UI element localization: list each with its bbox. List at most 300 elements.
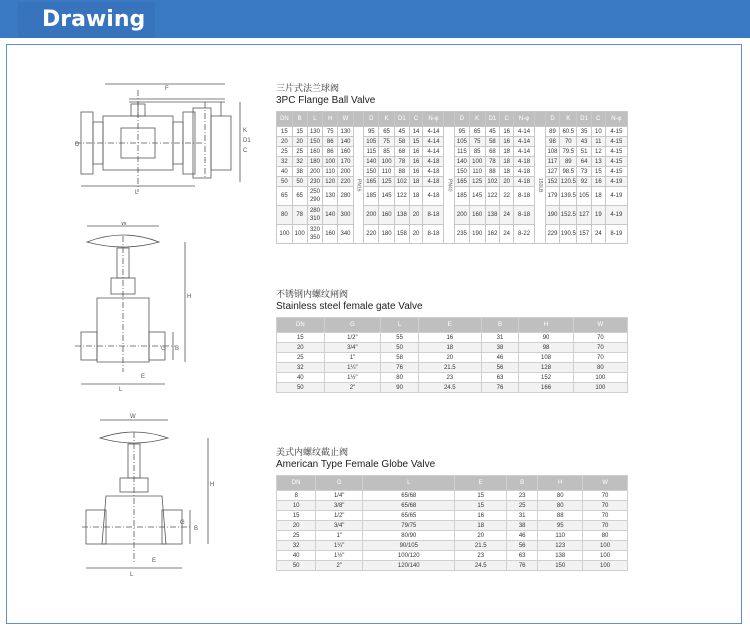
ball-header-cell: K: [469, 112, 485, 127]
table-cell: 162: [485, 225, 500, 244]
table-cell: 32: [277, 541, 316, 551]
table-cell: 160: [307, 147, 323, 157]
ball-label-k: K: [243, 128, 248, 134]
table-cell: 4-14: [423, 137, 444, 147]
table-cell: 50: [381, 343, 419, 353]
table-cell: 15: [455, 501, 507, 511]
header-cell: DN: [277, 476, 316, 491]
table-cell: 115: [364, 147, 379, 157]
header-cell: L: [363, 476, 455, 491]
ball-header-cell: D1: [577, 112, 592, 127]
table-cell: 4-19: [605, 177, 627, 187]
table-cell: 200: [338, 167, 354, 177]
gate-label-w: W: [121, 222, 127, 227]
table-cell: 65: [277, 187, 293, 206]
table-cell: 18: [591, 187, 605, 206]
table-cell: 280 310: [307, 206, 323, 225]
header-cell: G: [324, 318, 381, 333]
table-cell: 130: [338, 127, 354, 137]
table-row: [277, 363, 628, 373]
table-cell: 4-15: [605, 167, 627, 177]
table-cell: 120/140: [363, 561, 455, 571]
table-cell: 95: [455, 127, 470, 137]
table-row: [277, 531, 628, 541]
table-cell: 35: [577, 127, 592, 137]
gate-label-g: G: [161, 346, 166, 352]
table-cell: 80: [538, 501, 583, 511]
table-cell: 4-14: [423, 147, 444, 157]
table-cell: 46: [481, 353, 519, 363]
gate-label-e: E: [141, 374, 146, 380]
table-cell: 140: [455, 157, 470, 167]
table-cell: 88: [485, 167, 500, 177]
table-cell: 128: [519, 363, 573, 373]
table-cell: 58: [485, 137, 500, 147]
table-cell: 20: [277, 343, 325, 353]
ball-header-cell: N-φ: [605, 112, 627, 127]
table-cell: 16: [419, 333, 482, 343]
table-cell: 160: [469, 206, 485, 225]
table-cell: 100: [469, 157, 485, 167]
table-cell: 100: [292, 225, 307, 244]
table-cell: 20: [292, 137, 307, 147]
table-cell: 100/120: [363, 551, 455, 561]
table-cell: 70: [573, 353, 627, 363]
table-cell: 58: [394, 137, 409, 147]
ball-header-cell: W: [338, 112, 354, 127]
table-cell: 122: [394, 187, 409, 206]
table-cell: 4-18: [514, 167, 535, 177]
table-cell: 16: [409, 157, 423, 167]
table-cell: 85: [469, 147, 485, 157]
table-row: [277, 561, 628, 571]
table-cell: 56: [507, 541, 538, 551]
table-cell: 127: [577, 206, 592, 225]
table-cell: 185: [364, 187, 379, 206]
table-cell: 170: [338, 157, 354, 167]
table-cell: 22: [500, 187, 514, 206]
table-cell: 8-18: [423, 206, 444, 225]
table-cell: 55: [381, 333, 419, 343]
table-cell: 105: [364, 137, 379, 147]
header-cell: B: [481, 318, 519, 333]
table-cell: 320 350: [307, 225, 323, 244]
table-row: [277, 521, 628, 531]
table-cell: 46: [507, 531, 538, 541]
ball-label-l: L: [135, 190, 139, 196]
table-cell: 63: [481, 373, 519, 383]
table-cell: 50: [277, 561, 316, 571]
table-cell: 3/8": [316, 501, 363, 511]
table-cell: 70: [583, 491, 628, 501]
table-cell: 15: [455, 491, 507, 501]
table-cell: 100: [277, 225, 293, 244]
table-cell: 138: [394, 206, 409, 225]
table-cell: 21.5: [455, 541, 507, 551]
ball-header-cell: DN: [277, 112, 293, 127]
ball-header-cell: D: [545, 112, 560, 127]
table-cell: 98: [545, 137, 560, 147]
table-cell: 100: [323, 157, 338, 167]
table-cell: 4-18: [423, 177, 444, 187]
table-cell: 125: [379, 177, 395, 187]
table-cell: 1/2": [324, 333, 381, 343]
table-cell: 70: [560, 137, 577, 147]
table-cell: 43: [577, 137, 592, 147]
table-cell: 4-18: [514, 157, 535, 167]
table-cell: 152.5: [560, 206, 577, 225]
table-cell: 65: [292, 187, 307, 206]
table-cell: 166: [519, 383, 573, 393]
ball-header-cell: D1: [394, 112, 409, 127]
header-cell: W: [573, 318, 627, 333]
table-cell: 68: [394, 147, 409, 157]
header-cell: W: [583, 476, 628, 491]
table-row: [277, 343, 628, 353]
gate-valve-title-en: Stainless steel female gate Valve: [276, 301, 423, 312]
table-cell: 138: [538, 551, 583, 561]
table-cell: 20: [419, 353, 482, 363]
table-cell: 23: [455, 551, 507, 561]
ball-header-cell: L: [307, 112, 323, 127]
ball-header-cell: H: [323, 112, 338, 127]
ball-header-cell: D: [364, 112, 379, 127]
table-cell: 90: [519, 333, 573, 343]
ball-header-cell: C: [409, 112, 423, 127]
ball-header-gap: [444, 112, 455, 127]
table-cell: 140: [338, 137, 354, 147]
ball-header-cell: K: [379, 112, 395, 127]
table-cell: 25: [292, 147, 307, 157]
pressure-class-label: 150LB: [535, 127, 546, 244]
table-row: [277, 551, 628, 561]
globe-label-w: W: [130, 414, 136, 420]
table-cell: 78: [394, 157, 409, 167]
table-cell: 18: [409, 177, 423, 187]
table-cell: 15: [292, 127, 307, 137]
table-cell: 13: [591, 157, 605, 167]
table-row: [277, 541, 628, 551]
table-cell: 200: [364, 206, 379, 225]
header-cell: G: [316, 476, 363, 491]
table-cell: 1/2": [316, 511, 363, 521]
table-cell: 31: [481, 333, 519, 343]
table-cell: 76: [481, 383, 519, 393]
table-cell: 63: [507, 551, 538, 561]
table-cell: 4-14: [514, 137, 535, 147]
table-row: [277, 511, 628, 521]
table-cell: 76: [381, 363, 419, 373]
table-cell: 65: [379, 127, 395, 137]
table-cell: 20: [500, 177, 514, 187]
table-cell: 70: [583, 511, 628, 521]
table-cell: 152: [519, 373, 573, 383]
table-cell: 4-18: [423, 157, 444, 167]
table-cell: 4-18: [514, 177, 535, 187]
table-cell: 8-22: [514, 225, 535, 244]
table-cell: 122: [485, 187, 500, 206]
header-cell: B: [507, 476, 538, 491]
table-cell: 32: [292, 157, 307, 167]
table-cell: 158: [394, 225, 409, 244]
table-cell: 79/75: [363, 521, 455, 531]
globe-label-g: G: [180, 520, 185, 526]
table-cell: 20: [277, 137, 293, 147]
table-cell: 24: [500, 225, 514, 244]
gate-valve-section: [276, 290, 628, 393]
ball-header-cell: N-φ: [423, 112, 444, 127]
table-cell: 65/65: [363, 511, 455, 521]
table-cell: 20: [409, 206, 423, 225]
table-cell: 90/105: [363, 541, 455, 551]
globe-valve-title-en: American Type Female Globe Valve: [276, 459, 436, 470]
globe-label-b: B: [194, 526, 199, 532]
ball-header-gap: [353, 112, 364, 127]
table-cell: 185: [455, 187, 470, 206]
table-cell: 280: [338, 187, 354, 206]
pressure-class-label: PN40: [444, 127, 455, 244]
table-cell: 64: [577, 157, 592, 167]
table-cell: 250 290: [307, 187, 323, 206]
table-cell: 160: [338, 147, 354, 157]
table-cell: 4-15: [605, 127, 627, 137]
table-cell: 4-19: [605, 206, 627, 225]
table-row: [277, 501, 628, 511]
table-cell: 70: [583, 501, 628, 511]
ball-valve-title-en: 3PC Flange Ball Valve: [276, 95, 376, 106]
table-cell: 24: [500, 206, 514, 225]
table-cell: 16: [591, 177, 605, 187]
table-cell: 14: [409, 127, 423, 137]
ball-valve-drawing: [75, 82, 255, 202]
table-cell: 4-14: [514, 127, 535, 137]
table-cell: 24.5: [455, 561, 507, 571]
table-cell: 78: [485, 157, 500, 167]
table-cell: 70: [573, 343, 627, 353]
ball-header-cell: B: [292, 112, 307, 127]
table-cell: 145: [379, 187, 395, 206]
table-cell: 50: [292, 177, 307, 187]
table-cell: 160: [323, 225, 338, 244]
ball-header-cell: K: [560, 112, 577, 127]
table-cell: 140: [364, 157, 379, 167]
table-cell: 15: [409, 137, 423, 147]
table-cell: 100: [583, 551, 628, 561]
ball-header-cell: N-φ: [514, 112, 535, 127]
table-cell: 100: [583, 541, 628, 551]
gate-valve-table: [276, 317, 628, 393]
table-cell: 18: [419, 343, 482, 353]
gate-valve-title-cn: 不锈钢内螺纹闸阀: [276, 290, 349, 300]
table-cell: 80: [573, 363, 627, 373]
table-row: [277, 353, 628, 363]
table-cell: 108: [545, 147, 560, 157]
table-cell: 1¼": [324, 363, 381, 373]
table-row: [277, 491, 628, 501]
table-cell: 125: [469, 177, 485, 187]
table-cell: 15: [277, 511, 316, 521]
table-cell: 4-18: [423, 167, 444, 177]
table-cell: 88: [538, 511, 583, 521]
table-cell: 80/90: [363, 531, 455, 541]
table-cell: 105: [455, 137, 470, 147]
table-cell: 16: [409, 167, 423, 177]
table-cell: 86: [323, 137, 338, 147]
table-cell: 235: [455, 225, 470, 244]
table-cell: 180: [307, 157, 323, 167]
gate-label-l: L: [119, 387, 123, 392]
table-row: [277, 383, 628, 393]
table-cell: 3/4": [316, 521, 363, 531]
table-cell: 76: [507, 561, 538, 571]
table-cell: 190: [545, 206, 560, 225]
ball-header-cell: C: [591, 112, 605, 127]
table-cell: 179: [545, 187, 560, 206]
table-cell: 180: [379, 225, 395, 244]
table-cell: 8: [277, 491, 316, 501]
table-cell: 4-15: [605, 147, 627, 157]
table-cell: 38: [292, 167, 307, 177]
table-cell: 16: [455, 511, 507, 521]
header-cell: L: [381, 318, 419, 333]
table-cell: 160: [379, 206, 395, 225]
globe-valve-title-cn: 美式内螺纹截止阀: [276, 448, 349, 458]
table-cell: 4-15: [605, 157, 627, 167]
table-cell: 4-15: [605, 137, 627, 147]
table-cell: 130: [307, 127, 323, 137]
table-cell: 10: [277, 501, 316, 511]
ball-header-cell: D: [455, 112, 470, 127]
table-cell: 23: [419, 373, 482, 383]
table-cell: 123: [538, 541, 583, 551]
table-cell: 150: [307, 137, 323, 147]
gate-valve-drawing: [75, 222, 205, 392]
table-cell: 4-19: [605, 187, 627, 206]
table-cell: 145: [469, 187, 485, 206]
table-cell: 40: [277, 167, 293, 177]
table-cell: 40: [277, 551, 316, 561]
table-cell: 102: [485, 177, 500, 187]
table-cell: 65: [469, 127, 485, 137]
table-cell: 18: [455, 521, 507, 531]
table-cell: 80: [381, 373, 419, 383]
table-cell: 100: [573, 373, 627, 383]
table-cell: 139.5: [560, 187, 577, 206]
table-cell: 157: [577, 225, 592, 244]
table-cell: 120.5: [560, 178, 576, 185]
table-cell: 80: [583, 531, 628, 541]
table-cell: 4-14: [514, 147, 535, 157]
table-cell: 220: [338, 177, 354, 187]
ball-header-gap: [535, 112, 546, 127]
table-cell: 21.5: [419, 363, 482, 373]
ball-header-cell: C: [500, 112, 514, 127]
table-cell: 105: [577, 187, 592, 206]
table-cell: 152: [545, 177, 560, 187]
table-cell: 98.5: [560, 167, 577, 177]
table-cell: 19: [591, 206, 605, 225]
table-cell: 100: [379, 157, 395, 167]
table-cell: 4-14: [423, 127, 444, 137]
ball-valve-table: [276, 111, 628, 244]
table-cell: 20: [409, 225, 423, 244]
header-cell: H: [538, 476, 583, 491]
gate-label-h: H: [187, 294, 192, 300]
table-cell: 73: [577, 167, 592, 177]
table-cell: 38: [481, 343, 519, 353]
table-cell: 229: [545, 225, 560, 244]
table-cell: 1": [316, 531, 363, 541]
table-cell: 88: [394, 167, 409, 177]
table-cell: 110: [323, 167, 338, 177]
table-cell: 200: [455, 206, 470, 225]
table-cell: 340: [338, 225, 354, 244]
table-cell: 130: [323, 187, 338, 206]
table-cell: 23: [507, 491, 538, 501]
globe-valve-table: [276, 475, 628, 571]
table-cell: 4-18: [423, 187, 444, 206]
table-cell: 15: [277, 127, 293, 137]
table-cell: 38: [507, 521, 538, 531]
page-title: Drawing: [18, 2, 155, 38]
header-cell: H: [519, 318, 573, 333]
table-cell: 80: [538, 491, 583, 501]
table-cell: 140: [323, 206, 338, 225]
table-cell: 1½": [316, 551, 363, 561]
table-cell: 75: [379, 137, 395, 147]
table-cell: 100: [583, 561, 628, 571]
table-cell: 108: [519, 353, 573, 363]
table-cell: 70: [573, 333, 627, 343]
ball-label-f: F: [165, 86, 169, 92]
table-cell: 3/4": [324, 343, 381, 353]
table-cell: 32: [277, 157, 293, 167]
globe-valve-drawing: [82, 412, 222, 582]
table-cell: 120: [323, 177, 338, 187]
table-cell: 16: [500, 127, 514, 137]
table-cell: 65/68: [363, 501, 455, 511]
table-cell: 1½": [324, 373, 381, 383]
table-cell: 110: [379, 167, 395, 177]
table-cell: 16: [500, 137, 514, 147]
table-cell: 165: [455, 177, 470, 187]
table-cell: 56: [481, 363, 519, 373]
table-cell: 32: [277, 363, 325, 373]
table-cell: 18: [500, 167, 514, 177]
table-cell: 300: [338, 206, 354, 225]
table-cell: 2": [316, 561, 363, 571]
table-cell: 16: [409, 147, 423, 157]
table-cell: 98: [519, 343, 573, 353]
table-cell: 95: [364, 127, 379, 137]
table-cell: 1/4": [316, 491, 363, 501]
ball-valve-section: [276, 84, 628, 244]
table-cell: 68: [485, 147, 500, 157]
table-cell: 89: [545, 127, 560, 137]
table-cell: 60.5: [560, 127, 577, 137]
table-cell: 79.5: [560, 147, 577, 157]
globe-valve-section: [276, 448, 628, 571]
table-cell: 165: [364, 177, 379, 187]
table-row: [277, 333, 628, 343]
table-cell: 127: [545, 167, 560, 177]
globe-label-l: L: [130, 572, 134, 578]
table-cell: 75: [323, 127, 338, 137]
table-cell: 1¼": [316, 541, 363, 551]
table-cell: 115: [455, 147, 470, 157]
table-cell: 92: [577, 177, 592, 187]
table-cell: 8-18: [514, 187, 535, 206]
